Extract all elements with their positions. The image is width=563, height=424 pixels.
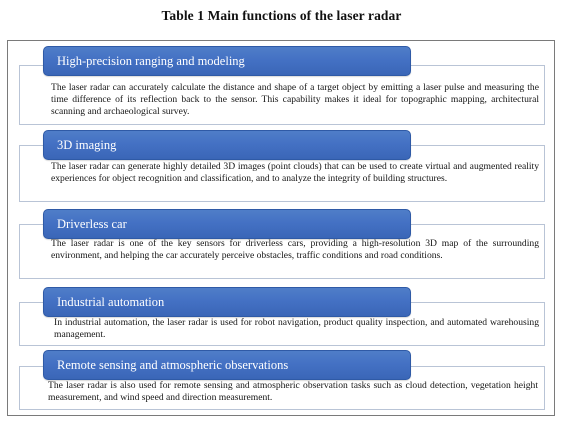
- section-text-3d-imaging: The laser radar can generate highly detailed 3D images (point clouds) that can be used to create virtual and augmented reality experiences for object recognition and classification, and to analyze the integrity of building structures.: [51, 161, 539, 184]
- section-heading-ranging: High-precision ranging and modeling: [43, 46, 411, 76]
- table-title: Table 1 Main functions of the laser radar: [161, 8, 402, 23]
- section-heading-driverless: Driverless car: [43, 209, 411, 239]
- section-text-ranging: The laser radar can accurately calculate the distance and shape of a target object by emitting a laser pulse and measuring the time difference of its reflection back to the sensor. This capability makes it ideal for topographic mapping, architectural scanning and archaeological survey.: [51, 82, 539, 117]
- section-heading-3d-imaging: 3D imaging: [43, 130, 411, 160]
- section-heading-remote-sensing: Remote sensing and atmospheric observations: [43, 350, 411, 380]
- section-heading-industrial: Industrial automation: [43, 287, 411, 317]
- section-text-industrial: In industrial automation, the laser radar is used for robot navigation, product quality inspection, and automated warehousing management.: [54, 317, 539, 340]
- section-text-driverless: The laser radar is one of the key sensors for driverless cars, providing a high-resolution 3D map of the surrounding environment, and helping the car accurately perceive obstacles, traffic conditions and road conditions.: [51, 238, 539, 261]
- section-text-remote-sensing: The laser radar is also used for remote sensing and atmospheric observation tasks such as cloud detection, vegetation height measurement, and wind speed and direction measurement.: [48, 380, 538, 403]
